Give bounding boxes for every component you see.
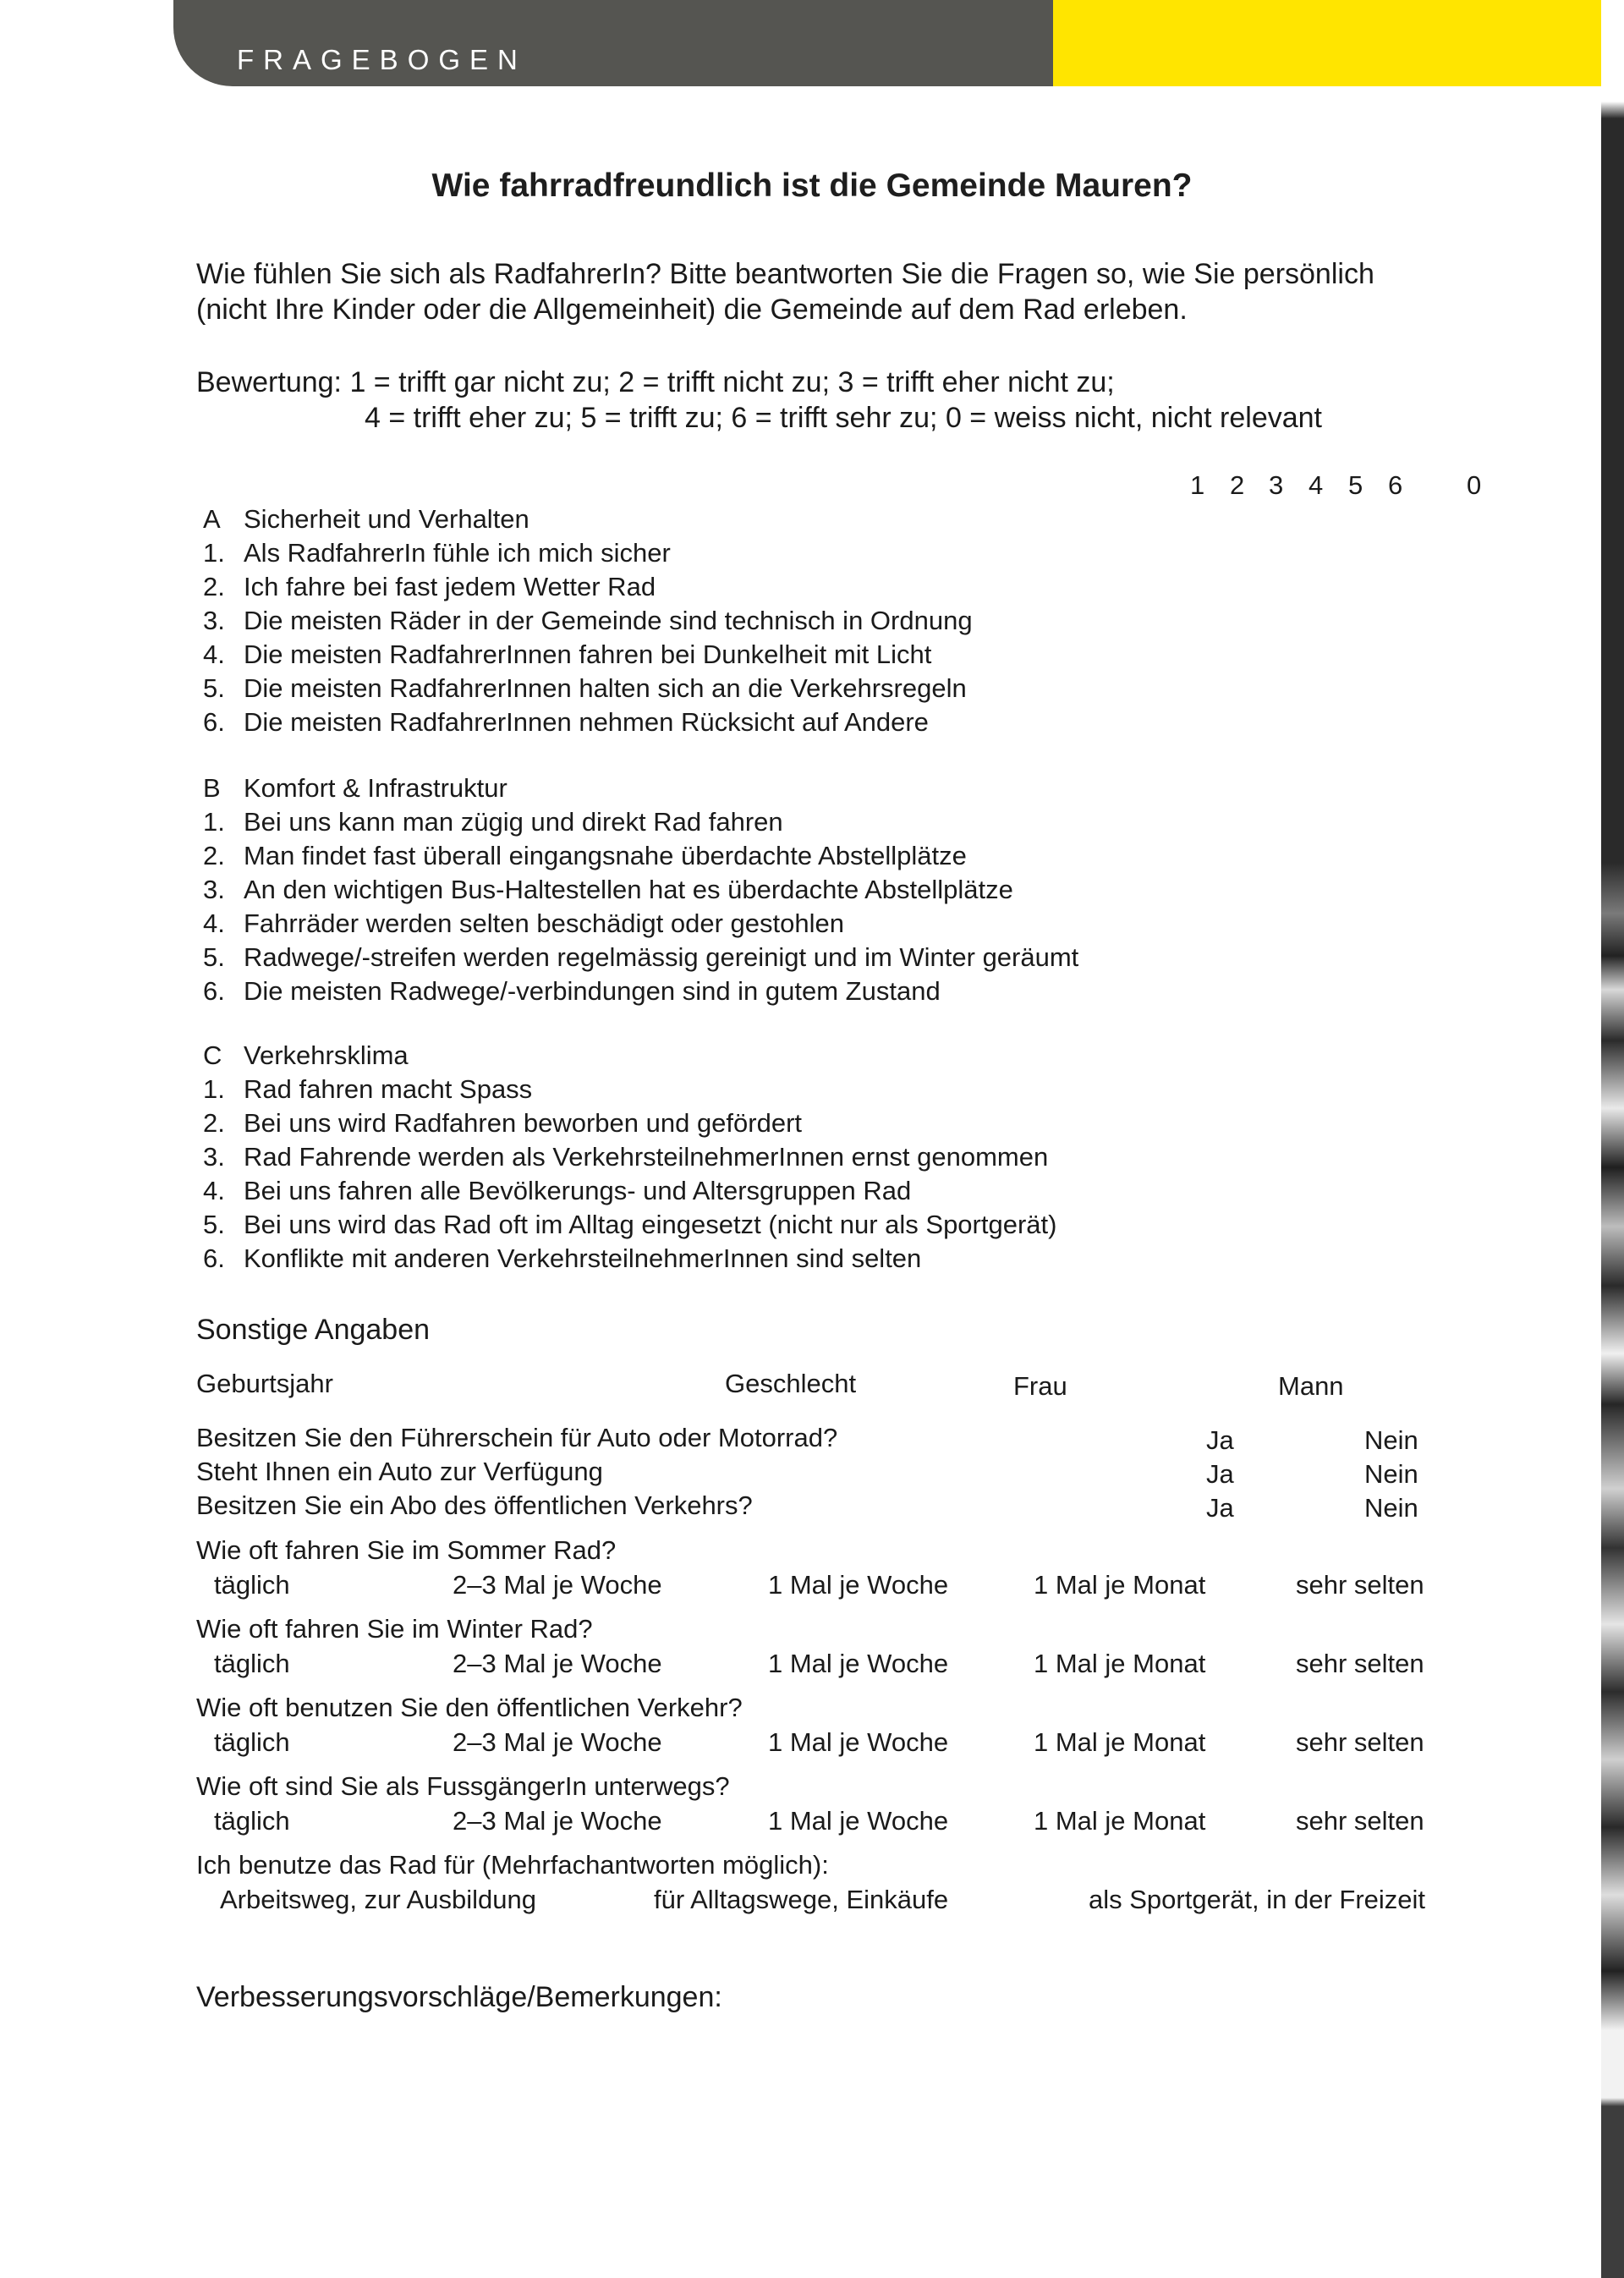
- yes-option[interactable]: Ja: [1206, 1493, 1234, 1523]
- question-text: Die meisten RadfahrerInnen fahren bei Dunkelheit mit Licht: [244, 639, 932, 669]
- frequency-option[interactable]: 1 Mal je Woche: [768, 1570, 949, 1600]
- frequency-option[interactable]: täglich: [214, 1649, 290, 1678]
- question-item: [203, 1243, 921, 1274]
- scale-label: 0: [1467, 470, 1482, 500]
- question-number: 6.: [203, 707, 225, 737]
- question-item: [203, 572, 656, 602]
- question-text: Man findet fast überall eingangsnahe überdachte Abstellplätze: [244, 841, 967, 870]
- frequency-option[interactable]: 1 Mal je Woche: [768, 1727, 949, 1757]
- question-number: 3.: [203, 606, 225, 635]
- birth-year-label: Geburtsjahr: [196, 1369, 333, 1398]
- frequency-question: Wie oft sind Sie als FussgängerIn unterwegs?: [196, 1771, 730, 1801]
- frequency-option[interactable]: 2–3 Mal je Woche: [453, 1727, 662, 1757]
- yesno-question: Steht Ihnen ein Auto zur Verfügung: [196, 1457, 603, 1486]
- yes-option[interactable]: Ja: [1206, 1425, 1234, 1455]
- question-text: Die meisten RadfahrerInnen halten sich an die Verkehrsregeln: [244, 673, 967, 703]
- scale-label: 3: [1269, 470, 1284, 500]
- frequency-option[interactable]: sehr selten: [1296, 1649, 1424, 1678]
- usage-option[interactable]: als Sportgerät, in der Freizeit: [1089, 1885, 1426, 1914]
- question-number: 4.: [203, 1176, 225, 1205]
- question-item: [203, 1176, 911, 1206]
- section-c-heading: C Verkehrsklima: [203, 1040, 409, 1070]
- usage-option[interactable]: Arbeitsweg, zur Ausbildung: [220, 1885, 536, 1914]
- question-text: Die meisten Räder in der Gemeinde sind technisch in Ordnung: [244, 606, 973, 635]
- question-text: Als RadfahrerIn fühle ich mich sicher: [244, 538, 671, 568]
- question-text: Die meisten RadfahrerInnen nehmen Rücksicht auf Andere: [244, 707, 929, 737]
- question-text: An den wichtigen Bus-Haltestellen hat es überdachte Abstellplätze: [244, 875, 1013, 904]
- scale-label: 4: [1309, 470, 1324, 500]
- side-photo-strip: [1601, 0, 1624, 2278]
- question-item: [203, 1074, 532, 1105]
- frequency-option[interactable]: 1 Mal je Monat: [1034, 1649, 1206, 1678]
- question-item: [203, 976, 941, 1007]
- question-number: 6.: [203, 1243, 225, 1273]
- question-number: 2.: [203, 1108, 225, 1138]
- question-number: 2.: [203, 841, 225, 870]
- question-text: Rad Fahrende werden als VerkehrsteilnehmerInnen ernst genommen: [244, 1142, 1049, 1172]
- question-item: [203, 942, 1078, 973]
- scale-label: 6: [1388, 470, 1403, 500]
- rating-legend: Bewertung: 1 = trifft gar nicht zu; 2 = trifft nicht zu; 3 = trifft eher nicht zu; 4 = trifft eher zu; 5 = trifft zu; 6 = trifft sehr zu; 0 = weiss nicht, nicht relevant: [196, 366, 1322, 434]
- frequency-option[interactable]: 2–3 Mal je Woche: [453, 1570, 662, 1600]
- question-text: Bei uns wird das Rad oft im Alltag eingesetzt (nicht nur als Sportgerät): [244, 1210, 1057, 1239]
- intro-text: Wie fühlen Sie sich als RadfahrerIn? Bitte beantworten Sie die Fragen so, wie Sie persönlich (nicht Ihre Kinder oder die Allgemeinheit) die Gemeinde auf dem Rad erleben.: [196, 258, 1374, 326]
- question-item: [203, 673, 967, 704]
- question-text: Rad fahren macht Spass: [244, 1074, 533, 1104]
- question-item: [203, 639, 931, 670]
- question-item: [203, 1210, 1056, 1240]
- question-text: Bei uns fahren alle Bevölkerungs- und Altersgruppen Rad: [244, 1176, 912, 1205]
- question-number: 4.: [203, 908, 225, 938]
- frequency-option[interactable]: 1 Mal je Woche: [768, 1806, 949, 1836]
- question-number: 4.: [203, 639, 225, 669]
- question-text: Radwege/-streifen werden regelmässig gereinigt und im Winter geräumt: [244, 942, 1079, 972]
- header-label: FRAGEBOGEN: [237, 44, 527, 75]
- frequency-option[interactable]: 1 Mal je Monat: [1034, 1727, 1206, 1757]
- question-number: 1.: [203, 807, 225, 837]
- gender-option-female[interactable]: Frau: [1013, 1371, 1067, 1401]
- frequency-option[interactable]: sehr selten: [1296, 1727, 1424, 1757]
- question-item: [203, 908, 844, 939]
- gender-option-male[interactable]: Mann: [1278, 1371, 1344, 1401]
- header-accent: [1053, 0, 1603, 86]
- question-item: [203, 606, 973, 636]
- frequency-question: Wie oft fahren Sie im Sommer Rad?: [196, 1535, 617, 1565]
- question-number: 5.: [203, 673, 225, 703]
- remarks-label: Verbesserungsvorschläge/Bemerkungen:: [196, 1981, 722, 2013]
- frequency-option[interactable]: sehr selten: [1296, 1806, 1424, 1836]
- question-item: [203, 1108, 802, 1139]
- question-text: Ich fahre bei fast jedem Wetter Rad: [244, 572, 656, 601]
- gender-label: Geschlecht: [725, 1369, 857, 1398]
- question-item: [203, 841, 967, 871]
- no-option[interactable]: Nein: [1364, 1459, 1418, 1489]
- no-option[interactable]: Nein: [1364, 1425, 1418, 1455]
- question-item: [203, 538, 671, 568]
- question-number: 3.: [203, 1142, 225, 1172]
- question-number: 3.: [203, 875, 225, 904]
- frequency-option[interactable]: täglich: [214, 1727, 290, 1757]
- scale-label: 1: [1190, 470, 1205, 500]
- section-b-heading: B Komfort & Infrastruktur: [203, 773, 508, 803]
- question-number: 5.: [203, 942, 225, 972]
- usage-question: Ich benutze das Rad für (Mehrfachantworten möglich):: [196, 1850, 829, 1880]
- yesno-question: Besitzen Sie ein Abo des öffentlichen Verkehrs?: [196, 1490, 753, 1520]
- question-text: Fahrräder werden selten beschädigt oder gestohlen: [244, 908, 845, 938]
- frequency-option[interactable]: 2–3 Mal je Woche: [453, 1649, 662, 1678]
- question-number: 1.: [203, 538, 225, 568]
- section-a-heading: A Sicherheit und Verhalten: [203, 504, 529, 534]
- question-text: Bei uns wird Radfahren beworben und gefördert: [244, 1108, 803, 1138]
- question-number: 5.: [203, 1210, 225, 1239]
- frequency-option[interactable]: sehr selten: [1296, 1570, 1424, 1600]
- question-item: [203, 1142, 1048, 1172]
- frequency-question: Wie oft benutzen Sie den öffentlichen Verkehr?: [196, 1693, 743, 1722]
- question-number: 2.: [203, 572, 225, 601]
- section-sonstige-heading: Sonstige Angaben: [196, 1314, 431, 1346]
- frequency-question: Wie oft fahren Sie im Winter Rad?: [196, 1614, 593, 1644]
- question-text: Bei uns kann man zügig und direkt Rad fahren: [244, 807, 783, 837]
- frequency-option[interactable]: 2–3 Mal je Woche: [453, 1806, 662, 1836]
- frequency-option[interactable]: täglich: [214, 1806, 290, 1836]
- scale-label: 2: [1230, 470, 1245, 500]
- frequency-option[interactable]: 1 Mal je Monat: [1034, 1570, 1206, 1600]
- question-item: [203, 807, 783, 837]
- page-title: Wie fahrradfreundlich ist die Gemeinde Mauren?: [431, 167, 1193, 204]
- usage-option[interactable]: für Alltagswege, Einkäufe: [654, 1885, 949, 1914]
- question-number: 1.: [203, 1074, 225, 1104]
- frequency-option[interactable]: 1 Mal je Woche: [768, 1649, 949, 1678]
- question-item: [203, 707, 929, 738]
- frequency-option[interactable]: täglich: [214, 1570, 290, 1600]
- frequency-option[interactable]: 1 Mal je Monat: [1034, 1806, 1206, 1836]
- question-text: Die meisten Radwege/-verbindungen sind in gutem Zustand: [244, 976, 941, 1006]
- yesno-question: Besitzen Sie den Führerschein für Auto oder Motorrad?: [196, 1423, 838, 1452]
- yes-option[interactable]: Ja: [1206, 1459, 1234, 1489]
- question-number: 6.: [203, 976, 225, 1006]
- question-item: [203, 875, 1013, 905]
- scale-label: 5: [1348, 470, 1363, 500]
- question-text: Konflikte mit anderen VerkehrsteilnehmerInnen sind selten: [244, 1243, 922, 1273]
- no-option[interactable]: Nein: [1364, 1493, 1418, 1523]
